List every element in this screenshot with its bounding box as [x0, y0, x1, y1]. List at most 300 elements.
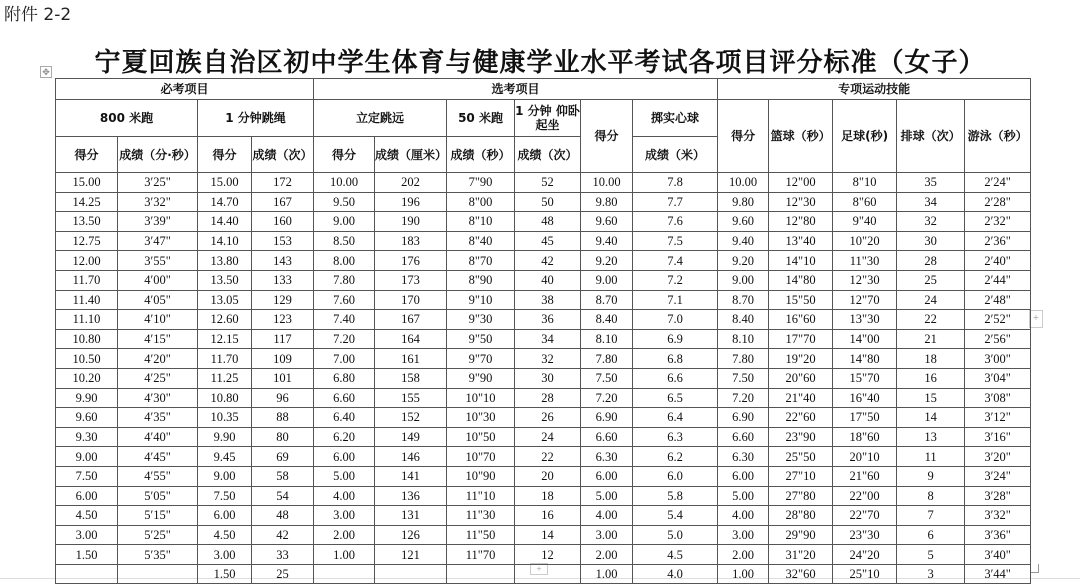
jump-result-cell: 170: [375, 290, 447, 310]
jump-score-cell: 7.00: [314, 349, 375, 369]
run800-score-cell: 12.00: [56, 251, 118, 271]
basketball-result-cell: 12"80: [769, 212, 833, 232]
jump-score-cell: 4.00: [314, 486, 375, 506]
group-header-row: [56, 79, 1031, 100]
basketball-result-cell: 12"30: [769, 192, 833, 212]
table-row: [56, 231, 1031, 251]
football-result-cell: 8"60: [833, 192, 897, 212]
volleyball-result-cell: 11: [897, 447, 965, 467]
swimming-result-cell: 2′36": [965, 231, 1031, 251]
rope-result-cell: 160: [252, 212, 314, 232]
run50-result-cell: 10"50: [447, 427, 515, 447]
run50-result-cell: 9"90: [447, 368, 515, 388]
volleyball-result-cell: 34: [897, 192, 965, 212]
run50-result-cell: 9"70: [447, 349, 515, 369]
basketball-result-cell: 27"80: [769, 486, 833, 506]
special-score-cell: 9.80: [718, 192, 769, 212]
swimming-result-cell: 3′00": [965, 349, 1031, 369]
swimming-result-cell: 3′12": [965, 408, 1031, 428]
basketball-result-cell: 14"10: [769, 251, 833, 271]
swimming-result-cell: 2′44": [965, 270, 1031, 290]
special-score-cell: 3.00: [718, 525, 769, 545]
situp-result-cell: 45: [515, 231, 581, 251]
ball-result-header: 成绩（米）: [633, 137, 718, 173]
rope-score-cell: 9.90: [198, 427, 252, 447]
ball-result-cell: 7.8: [633, 173, 718, 193]
football-result-cell: 24"20: [833, 545, 897, 565]
volleyball-result-cell: 28: [897, 251, 965, 271]
swimming-result-cell: 2′52": [965, 310, 1031, 330]
ball-result-cell: 4.5: [633, 545, 718, 565]
special-score-cell: 2.00: [718, 545, 769, 565]
event-situp: 1 分钟 仰卧起坐: [515, 100, 581, 137]
rope-result-cell: 58: [252, 466, 314, 486]
optional-score-cell: 6.30: [581, 447, 633, 467]
event-run50: 50 米跑: [447, 100, 515, 137]
ball-result-cell: 6.8: [633, 349, 718, 369]
table-resize-handle-icon[interactable]: [1030, 564, 1039, 573]
basketball-result-cell: 21"40: [769, 388, 833, 408]
football-result-cell: 16"40: [833, 388, 897, 408]
basketball-result-cell: 32"60: [769, 564, 833, 584]
jump-score-cell: 7.80: [314, 270, 375, 290]
rope-score-cell: 3.00: [198, 545, 252, 565]
ball-result-cell: 7.7: [633, 192, 718, 212]
run800-score-cell: 6.00: [56, 486, 118, 506]
volleyball-result-cell: 15: [897, 388, 965, 408]
swimming-result-cell: 3′04": [965, 368, 1031, 388]
optional-score-cell: 6.00: [581, 466, 633, 486]
jump-score-cell: 7.40: [314, 310, 375, 330]
situp-result-cell: 38: [515, 290, 581, 310]
football-result-cell: 15"70: [833, 368, 897, 388]
optional-score-cell: 6.90: [581, 408, 633, 428]
run800-score-cell: 10.20: [56, 368, 118, 388]
football-result-cell: 8"10: [833, 173, 897, 193]
optional-score-cell: 9.00: [581, 270, 633, 290]
table-row: [56, 270, 1031, 290]
rope-score-cell: 15.00: [198, 173, 252, 193]
situp-result-cell: 14: [515, 525, 581, 545]
football-result-cell: 18"60: [833, 427, 897, 447]
run50-result-cell: 11"10: [447, 486, 515, 506]
volleyball-result-cell: 22: [897, 310, 965, 330]
jump-score-cell: 6.80: [314, 368, 375, 388]
run800-result-cell: 4′55": [118, 466, 198, 486]
football-result-cell: 22"00: [833, 486, 897, 506]
special-score-cell: 8.10: [718, 329, 769, 349]
ball-result-cell: 7.6: [633, 212, 718, 232]
rope-score-cell: 13.80: [198, 251, 252, 271]
volleyball-result-cell: 13: [897, 427, 965, 447]
run800-result-cell: 4′05": [118, 290, 198, 310]
run50-result-cell: 10"70: [447, 447, 515, 467]
jump-score-cell: 6.40: [314, 408, 375, 428]
football-result-cell: 23"30: [833, 525, 897, 545]
special-score-cell: 6.00: [718, 466, 769, 486]
run50-result-cell: 11"30: [447, 506, 515, 526]
optional-score-cell: 7.80: [581, 349, 633, 369]
table-move-handle-icon[interactable]: ✥: [40, 66, 52, 78]
basketball-result-cell: 19"20: [769, 349, 833, 369]
rope-result-cell: 129: [252, 290, 314, 310]
situp-result-cell: 18: [515, 486, 581, 506]
special-score-cell: 9.00: [718, 270, 769, 290]
situp-result-cell: 34: [515, 329, 581, 349]
swimming-result-cell: 3′36": [965, 525, 1031, 545]
event-run800: 800 米跑: [56, 100, 198, 137]
table-row: [56, 388, 1031, 408]
rope-result-cell: 33: [252, 545, 314, 565]
jump-score-cell: 8.50: [314, 231, 375, 251]
rope-result-cell: 123: [252, 310, 314, 330]
special-score-cell: 5.00: [718, 486, 769, 506]
situp-result-cell: 40: [515, 270, 581, 290]
football-result-cell: 11"30: [833, 251, 897, 271]
run50-result-cell: 8"00: [447, 192, 515, 212]
swimming-result-cell: 2′32": [965, 212, 1031, 232]
ball-result-cell: 6.0: [633, 466, 718, 486]
run800-score-cell: 9.90: [56, 388, 118, 408]
volleyball-result-cell: 25: [897, 270, 965, 290]
run800-result-cell: 5′15": [118, 506, 198, 526]
rope-score-cell: 13.50: [198, 270, 252, 290]
football-result-cell: 14"00: [833, 329, 897, 349]
basketball-result-cell: 27"10: [769, 466, 833, 486]
rope-result-cell: 96: [252, 388, 314, 408]
jump-score-cell: 5.00: [314, 466, 375, 486]
rope-score-cell: 1.50: [198, 564, 252, 584]
table-row: [56, 506, 1031, 526]
event-jump: 立定跳远: [314, 100, 447, 137]
rope-score-cell: 14.40: [198, 212, 252, 232]
rope-result-cell: 80: [252, 427, 314, 447]
special-score-cell: 6.30: [718, 447, 769, 467]
run800-score-cell: 12.75: [56, 231, 118, 251]
table-row: [56, 545, 1031, 565]
volleyball-result-cell: 16: [897, 368, 965, 388]
attachment-label: 附件 2-2: [4, 5, 72, 25]
volleyball-result-cell: 3: [897, 564, 965, 584]
situp-result-header: 成绩（次）: [515, 137, 581, 173]
group-required: 必考项目: [56, 79, 314, 100]
rope-score-cell: 12.15: [198, 329, 252, 349]
special-score-cell: 7.20: [718, 388, 769, 408]
rope-score-header: 得分: [198, 137, 252, 173]
ball-result-cell: 6.2: [633, 447, 718, 467]
jump-result-cell: 173: [375, 270, 447, 290]
run800-score-cell: 11.40: [56, 290, 118, 310]
basketball-result-cell: 14"80: [769, 270, 833, 290]
volleyball-result-cell: 21: [897, 329, 965, 349]
run50-result-cell: 7"90: [447, 173, 515, 193]
situp-result-cell: 28: [515, 388, 581, 408]
run800-result-cell: 3′39": [118, 212, 198, 232]
situp-result-cell: 30: [515, 368, 581, 388]
basketball-result-cell: 20"60: [769, 368, 833, 388]
special-score-cell: 9.40: [718, 231, 769, 251]
run800-result-cell: [118, 564, 198, 584]
run800-result-header: 成绩（分·秒）: [118, 137, 198, 173]
situp-result-cell: 16: [515, 506, 581, 526]
run800-result-cell: 4′30": [118, 388, 198, 408]
run800-result-cell: 4′20": [118, 349, 198, 369]
swimming-result-cell: 2′40": [965, 251, 1031, 271]
ball-result-cell: 7.2: [633, 270, 718, 290]
rope-result-cell: 54: [252, 486, 314, 506]
volleyball-result-cell: 32: [897, 212, 965, 232]
jump-score-cell: 6.00: [314, 447, 375, 467]
rope-score-cell: 13.05: [198, 290, 252, 310]
ball-result-cell: 5.4: [633, 506, 718, 526]
basketball-result-cell: 12"00: [769, 173, 833, 193]
ball-result-cell: 5.0: [633, 525, 718, 545]
jump-score-cell: 1.00: [314, 545, 375, 565]
situp-result-cell: 12: [515, 545, 581, 565]
special-score-cell: 7.80: [718, 349, 769, 369]
situp-result-cell: 52: [515, 173, 581, 193]
rope-result-header: 成绩（次）: [252, 137, 314, 173]
swimming-result-cell: 3′20": [965, 447, 1031, 467]
jump-result-cell: 190: [375, 212, 447, 232]
jump-result-cell: 136: [375, 486, 447, 506]
volleyball-result-cell: 9: [897, 466, 965, 486]
run800-score-cell: 9.00: [56, 447, 118, 467]
group-optional: 选考项目: [314, 79, 718, 100]
table-row: [56, 173, 1031, 193]
scoring-table: [55, 78, 1031, 584]
jump-result-cell: 155: [375, 388, 447, 408]
run50-result-cell: 11"70: [447, 545, 515, 565]
basketball-header: 篮球（秒）: [769, 100, 833, 173]
volleyball-result-cell: 18: [897, 349, 965, 369]
jump-result-header: 成绩（厘米）: [375, 137, 447, 173]
situp-result-cell: 42: [515, 251, 581, 271]
run800-score-cell: 1.50: [56, 545, 118, 565]
run800-result-cell: 4′10": [118, 310, 198, 330]
ball-result-cell: 7.4: [633, 251, 718, 271]
optional-score-cell: 8.10: [581, 329, 633, 349]
rope-score-cell: 10.80: [198, 388, 252, 408]
special-score-header: 得分: [718, 100, 769, 173]
rope-score-cell: 11.25: [198, 368, 252, 388]
run800-score-cell: 3.00: [56, 525, 118, 545]
rope-result-cell: 42: [252, 525, 314, 545]
volleyball-result-cell: 5: [897, 545, 965, 565]
situp-result-cell: 48: [515, 212, 581, 232]
run50-result-cell: 9"30: [447, 310, 515, 330]
volleyball-result-cell: 7: [897, 506, 965, 526]
rope-score-cell: 14.10: [198, 231, 252, 251]
rope-score-cell: 9.45: [198, 447, 252, 467]
optional-score-cell: 4.00: [581, 506, 633, 526]
football-result-cell: 14"80: [833, 349, 897, 369]
table-row: [56, 447, 1031, 467]
football-result-cell: 17"50: [833, 408, 897, 428]
jump-result-cell: 196: [375, 192, 447, 212]
ball-result-cell: 7.5: [633, 231, 718, 251]
basketball-result-cell: 17"70: [769, 329, 833, 349]
special-score-cell: 1.00: [718, 564, 769, 584]
jump-result-cell: [375, 564, 447, 584]
optional-score-cell: 10.00: [581, 173, 633, 193]
ball-result-cell: 7.0: [633, 310, 718, 330]
football-result-cell: 12"70: [833, 290, 897, 310]
run800-score-cell: 10.50: [56, 349, 118, 369]
optional-score-cell: 6.60: [581, 427, 633, 447]
football-result-cell: 9"40: [833, 212, 897, 232]
event-rope: 1 分钟跳绳: [198, 100, 314, 137]
special-score-cell: 8.70: [718, 290, 769, 310]
jump-score-header: 得分: [314, 137, 375, 173]
basketball-result-cell: 22"60: [769, 408, 833, 428]
football-result-cell: 20"10: [833, 447, 897, 467]
special-score-cell: 4.00: [718, 506, 769, 526]
run50-result-cell: 8"10: [447, 212, 515, 232]
rope-result-cell: 143: [252, 251, 314, 271]
swimming-result-cell: 3′44": [965, 564, 1031, 584]
event-header-row: [56, 100, 1031, 137]
jump-result-cell: 121: [375, 545, 447, 565]
run50-result-cell: 10"90: [447, 466, 515, 486]
run800-result-cell: 3′55": [118, 251, 198, 271]
table-row: [56, 525, 1031, 545]
rope-score-cell: 14.70: [198, 192, 252, 212]
ball-result-cell: 7.1: [633, 290, 718, 310]
ball-result-cell: 6.3: [633, 427, 718, 447]
run800-result-cell: 3′25": [118, 173, 198, 193]
table-row: [56, 408, 1031, 428]
basketball-result-cell: 28"80: [769, 506, 833, 526]
jump-result-cell: 158: [375, 368, 447, 388]
situp-result-cell: 20: [515, 466, 581, 486]
optional-score-cell: 7.20: [581, 388, 633, 408]
optional-score-cell: 8.70: [581, 290, 633, 310]
run50-result-cell: 10"30: [447, 408, 515, 428]
rope-result-cell: 101: [252, 368, 314, 388]
optional-score-cell: 9.80: [581, 192, 633, 212]
football-result-cell: 12"30: [833, 270, 897, 290]
run800-score-cell: 14.25: [56, 192, 118, 212]
jump-score-cell: 10.00: [314, 173, 375, 193]
run800-score-cell: 11.70: [56, 270, 118, 290]
optional-score-cell: 9.20: [581, 251, 633, 271]
situp-result-cell: 50: [515, 192, 581, 212]
rope-result-cell: 25: [252, 564, 314, 584]
rope-score-cell: 7.50: [198, 486, 252, 506]
run800-result-cell: 4′45": [118, 447, 198, 467]
rope-result-cell: 69: [252, 447, 314, 467]
rope-score-cell: 12.60: [198, 310, 252, 330]
ball-result-cell: 6.5: [633, 388, 718, 408]
jump-score-cell: 9.00: [314, 212, 375, 232]
run50-result-cell: 8"40: [447, 231, 515, 251]
football-result-cell: 21"60: [833, 466, 897, 486]
jump-result-cell: 152: [375, 408, 447, 428]
optional-score-cell: 9.60: [581, 212, 633, 232]
swimming-result-cell: 3′16": [965, 427, 1031, 447]
run800-result-cell: 5′25": [118, 525, 198, 545]
swimming-result-cell: 2′28": [965, 192, 1031, 212]
jump-score-cell: 7.20: [314, 329, 375, 349]
ball-result-cell: 6.6: [633, 368, 718, 388]
table-row: [56, 427, 1031, 447]
special-score-cell: 9.20: [718, 251, 769, 271]
jump-result-cell: 164: [375, 329, 447, 349]
ball-result-cell: 6.9: [633, 329, 718, 349]
swimming-result-cell: 2′56": [965, 329, 1031, 349]
run800-score-cell: 9.30: [56, 427, 118, 447]
jump-result-cell: 146: [375, 447, 447, 467]
football-result-cell: 22"70: [833, 506, 897, 526]
special-score-cell: 10.00: [718, 173, 769, 193]
page-title: 宁夏回族自治区初中学生体育与健康学业水平考试各项目评分标准（女子）: [94, 48, 986, 78]
run800-result-cell: 3′47": [118, 231, 198, 251]
swimming-result-cell: 3′32": [965, 506, 1031, 526]
run800-score-cell: 13.50: [56, 212, 118, 232]
jump-score-cell: [314, 564, 375, 584]
table-row: [56, 466, 1031, 486]
run800-result-cell: 4′35": [118, 408, 198, 428]
jump-result-cell: 141: [375, 466, 447, 486]
table-row: [56, 290, 1031, 310]
swimming-result-cell: 2′24": [965, 173, 1031, 193]
rope-result-cell: 109: [252, 349, 314, 369]
run50-result-cell: [447, 564, 515, 584]
optional-score-cell: 7.50: [581, 368, 633, 388]
rope-result-cell: 167: [252, 192, 314, 212]
add-row-handle-icon[interactable]: +: [530, 563, 548, 575]
add-column-handle-icon[interactable]: +: [1029, 310, 1043, 328]
rope-result-cell: 153: [252, 231, 314, 251]
jump-score-cell: 6.20: [314, 427, 375, 447]
run50-result-header: 成绩（秒）: [447, 137, 515, 173]
special-score-cell: 8.40: [718, 310, 769, 330]
swimming-header: 游泳（秒）: [965, 100, 1031, 173]
rope-result-cell: 117: [252, 329, 314, 349]
ball-result-cell: 5.8: [633, 486, 718, 506]
table-row: [56, 212, 1031, 232]
table-row: [56, 251, 1031, 271]
swimming-result-cell: 2′48": [965, 290, 1031, 310]
jump-score-cell: 6.60: [314, 388, 375, 408]
run800-result-cell: 5′35": [118, 545, 198, 565]
run50-result-cell: 11"50: [447, 525, 515, 545]
rope-score-cell: 9.00: [198, 466, 252, 486]
rope-score-cell: 10.35: [198, 408, 252, 428]
swimming-result-cell: 3′24": [965, 466, 1031, 486]
table-row: [56, 310, 1031, 330]
jump-result-cell: 167: [375, 310, 447, 330]
optional-score-cell: 5.00: [581, 486, 633, 506]
football-result-cell: 10"20: [833, 231, 897, 251]
volleyball-result-cell: 24: [897, 290, 965, 310]
football-result-cell: 25"10: [833, 564, 897, 584]
jump-score-cell: 8.00: [314, 251, 375, 271]
run800-score-cell: 7.50: [56, 466, 118, 486]
optional-score-cell: 9.40: [581, 231, 633, 251]
volleyball-result-cell: 8: [897, 486, 965, 506]
run800-score-cell: 4.50: [56, 506, 118, 526]
run50-result-cell: 10"10: [447, 388, 515, 408]
event-ball: 掷实心球: [633, 100, 718, 137]
swimming-result-cell: 3′08": [965, 388, 1031, 408]
football-header: 足球(秒): [833, 100, 897, 173]
run800-score-header: 得分: [56, 137, 118, 173]
optional-score-cell: 2.00: [581, 545, 633, 565]
run800-score-cell: [56, 564, 118, 584]
situp-result-cell: 26: [515, 408, 581, 428]
